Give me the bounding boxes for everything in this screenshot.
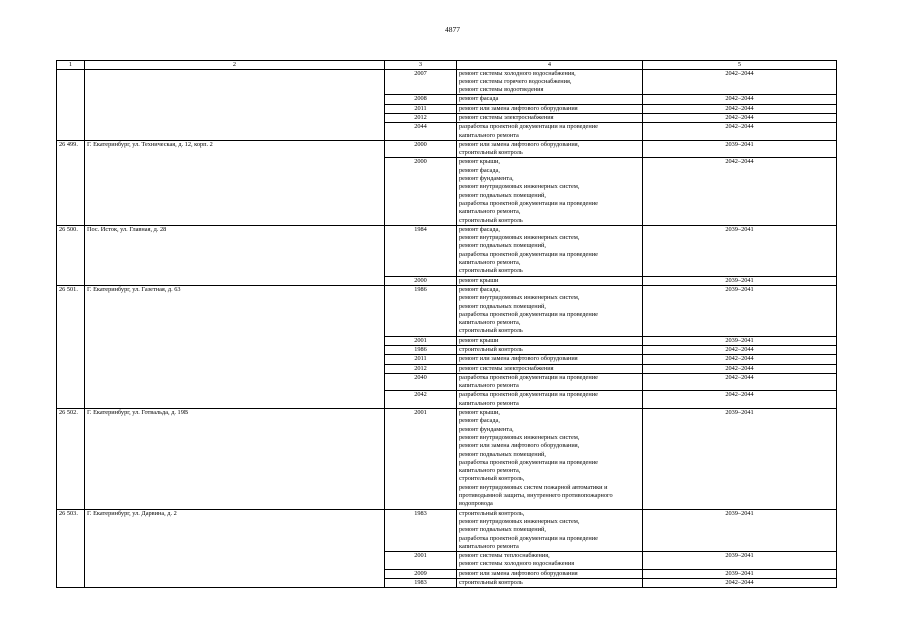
period-cell: 2039–2041 (643, 569, 837, 578)
table-row (57, 509, 837, 551)
year-cell: 2012 (385, 113, 457, 122)
year-cell: 2000 (385, 276, 457, 285)
header-col-3: 3 (385, 61, 457, 70)
row-number-cell: 26 500. (57, 225, 85, 285)
period-cell: 2039–2041 (643, 552, 837, 570)
table-row (57, 409, 837, 510)
period-cell: 2039–2041 (643, 285, 837, 336)
work-type-cell: ремонт крыши (457, 276, 643, 285)
table-row (57, 140, 837, 158)
year-cell: 1984 (385, 225, 457, 276)
work-type-cell: разработка проектной документации на проведение капитального ремонта (457, 391, 643, 409)
period-cell: 2039–2041 (643, 336, 837, 345)
period-cell: 2042–2044 (643, 346, 837, 355)
work-type-cell: ремонт системы холодного водоснабжения, ремонт системы горячего водоснабжения, ремонт системы водоотведения (457, 69, 643, 95)
row-number-cell (57, 69, 85, 140)
year-cell: 2009 (385, 569, 457, 578)
work-type-cell: ремонт или замена лифтового оборудования (457, 569, 643, 578)
row-number-cell: 26 501. (57, 285, 85, 408)
page-number: 4877 (445, 25, 460, 34)
period-cell: 2042–2044 (643, 123, 837, 141)
year-cell: 1983 (385, 579, 457, 588)
work-type-cell: разработка проектной документации на проведение капитального ремонта (457, 123, 643, 141)
year-cell: 2012 (385, 364, 457, 373)
address-cell: Г. Екатеринбург, ул. Готвальда, д. 19В (85, 409, 385, 510)
work-type-cell: ремонт фасада, ремонт внутридомовых инженерных систем, ремонт подвальных помещений, разработка проектной документации на проведение капитального ремонта, строительный контроль (457, 225, 643, 276)
period-cell: 2039–2041 (643, 140, 837, 158)
row-number-cell: 26 499. (57, 140, 85, 225)
work-type-cell: разработка проектной документации на проведение капитального ремонта (457, 373, 643, 391)
address-cell: Г. Екатеринбург, ул. Газетная, д. 63 (85, 285, 385, 408)
period-cell: 2042–2044 (643, 355, 837, 364)
year-cell: 2040 (385, 373, 457, 391)
row-number-cell: 26 503. (57, 509, 85, 588)
period-cell: 2039–2041 (643, 225, 837, 276)
year-cell: 2000 (385, 158, 457, 225)
work-type-cell: ремонт фасада (457, 95, 643, 104)
period-cell: 2039–2041 (643, 409, 837, 510)
work-type-cell: ремонт системы теплоснабжения, ремонт системы холодного водоснабжения (457, 552, 643, 570)
header-col-5: 5 (643, 61, 837, 70)
year-cell: 2001 (385, 409, 457, 510)
address-cell: Г. Екатеринбург, ул. Дарвина, д. 2 (85, 509, 385, 588)
work-type-cell: строительный контроль (457, 579, 643, 588)
year-cell: 2011 (385, 104, 457, 113)
work-type-cell: ремонт или замена лифтового оборудования, строительный контроль (457, 140, 643, 158)
period-cell: 2042–2044 (643, 391, 837, 409)
capital-repair-table (56, 60, 837, 588)
work-type-cell: строительный контроль (457, 346, 643, 355)
year-cell: 2001 (385, 336, 457, 345)
year-cell: 1986 (385, 285, 457, 336)
work-type-cell: ремонт или замена лифтового оборудования (457, 355, 643, 364)
year-cell: 2007 (385, 69, 457, 95)
period-cell: 2039–2041 (643, 276, 837, 285)
period-cell: 2042–2044 (643, 158, 837, 225)
header-col-4: 4 (457, 61, 643, 70)
period-cell: 2042–2044 (643, 364, 837, 373)
row-number-cell: 26 502. (57, 409, 85, 510)
address-cell (85, 69, 385, 140)
work-type-cell: ремонт крыши, ремонт фасада, ремонт фундамента, ремонт внутридомовых инженерных систем, ремонт подвальных помещений, разработка проектной документации на проведение капитального ремонта, строительный контроль (457, 158, 643, 225)
header-col-1: 1 (57, 61, 85, 70)
period-cell: 2042–2044 (643, 69, 837, 95)
work-type-cell: ремонт крыши (457, 336, 643, 345)
table-row (57, 285, 837, 336)
work-type-cell: ремонт системы электроснабжения (457, 113, 643, 122)
year-cell: 2044 (385, 123, 457, 141)
period-cell: 2042–2044 (643, 579, 837, 588)
work-type-cell: строительный контроль, ремонт внутридомовых инженерных систем, ремонт подвальных помещений, разработка проектной документации на проведение капитального ремонта (457, 509, 643, 551)
address-cell: Г. Екатеринбург, ул. Техническая, д. 12, корп. 2 (85, 140, 385, 225)
year-cell: 2000 (385, 140, 457, 158)
period-cell: 2042–2044 (643, 104, 837, 113)
year-cell: 2042 (385, 391, 457, 409)
year-cell: 2008 (385, 95, 457, 104)
header-row (57, 61, 837, 70)
work-type-cell: ремонт или замена лифтового оборудования (457, 104, 643, 113)
table-row (57, 69, 837, 95)
work-type-cell: ремонт фасада, ремонт внутридомовых инженерных систем, ремонт подвальных помещений, разработка проектной документации на проведение капитального ремонта, строительный контроль (457, 285, 643, 336)
period-cell: 2042–2044 (643, 373, 837, 391)
work-type-cell: ремонт системы электроснабжения (457, 364, 643, 373)
period-cell: 2042–2044 (643, 95, 837, 104)
year-cell: 2001 (385, 552, 457, 570)
header-col-2: 2 (85, 61, 385, 70)
period-cell: 2042–2044 (643, 113, 837, 122)
year-cell: 2011 (385, 355, 457, 364)
table-row (57, 225, 837, 276)
address-cell: Пос. Исток, ул. Главная, д. 28 (85, 225, 385, 285)
year-cell: 1983 (385, 509, 457, 551)
year-cell: 1986 (385, 346, 457, 355)
period-cell: 2039–2041 (643, 509, 837, 551)
work-type-cell: ремонт крыши, ремонт фасада, ремонт фундамента, ремонт внутридомовых инженерных систем, ремонт или замена лифтового оборудования, ремонт подвальных помещений, разработка проектной документации на проведение капитального ремонта, строительный контроль, ремонт внутридомовых систем пожарной автоматики и противодымной защиты, внутреннего противопожарного водопровода (457, 409, 643, 510)
